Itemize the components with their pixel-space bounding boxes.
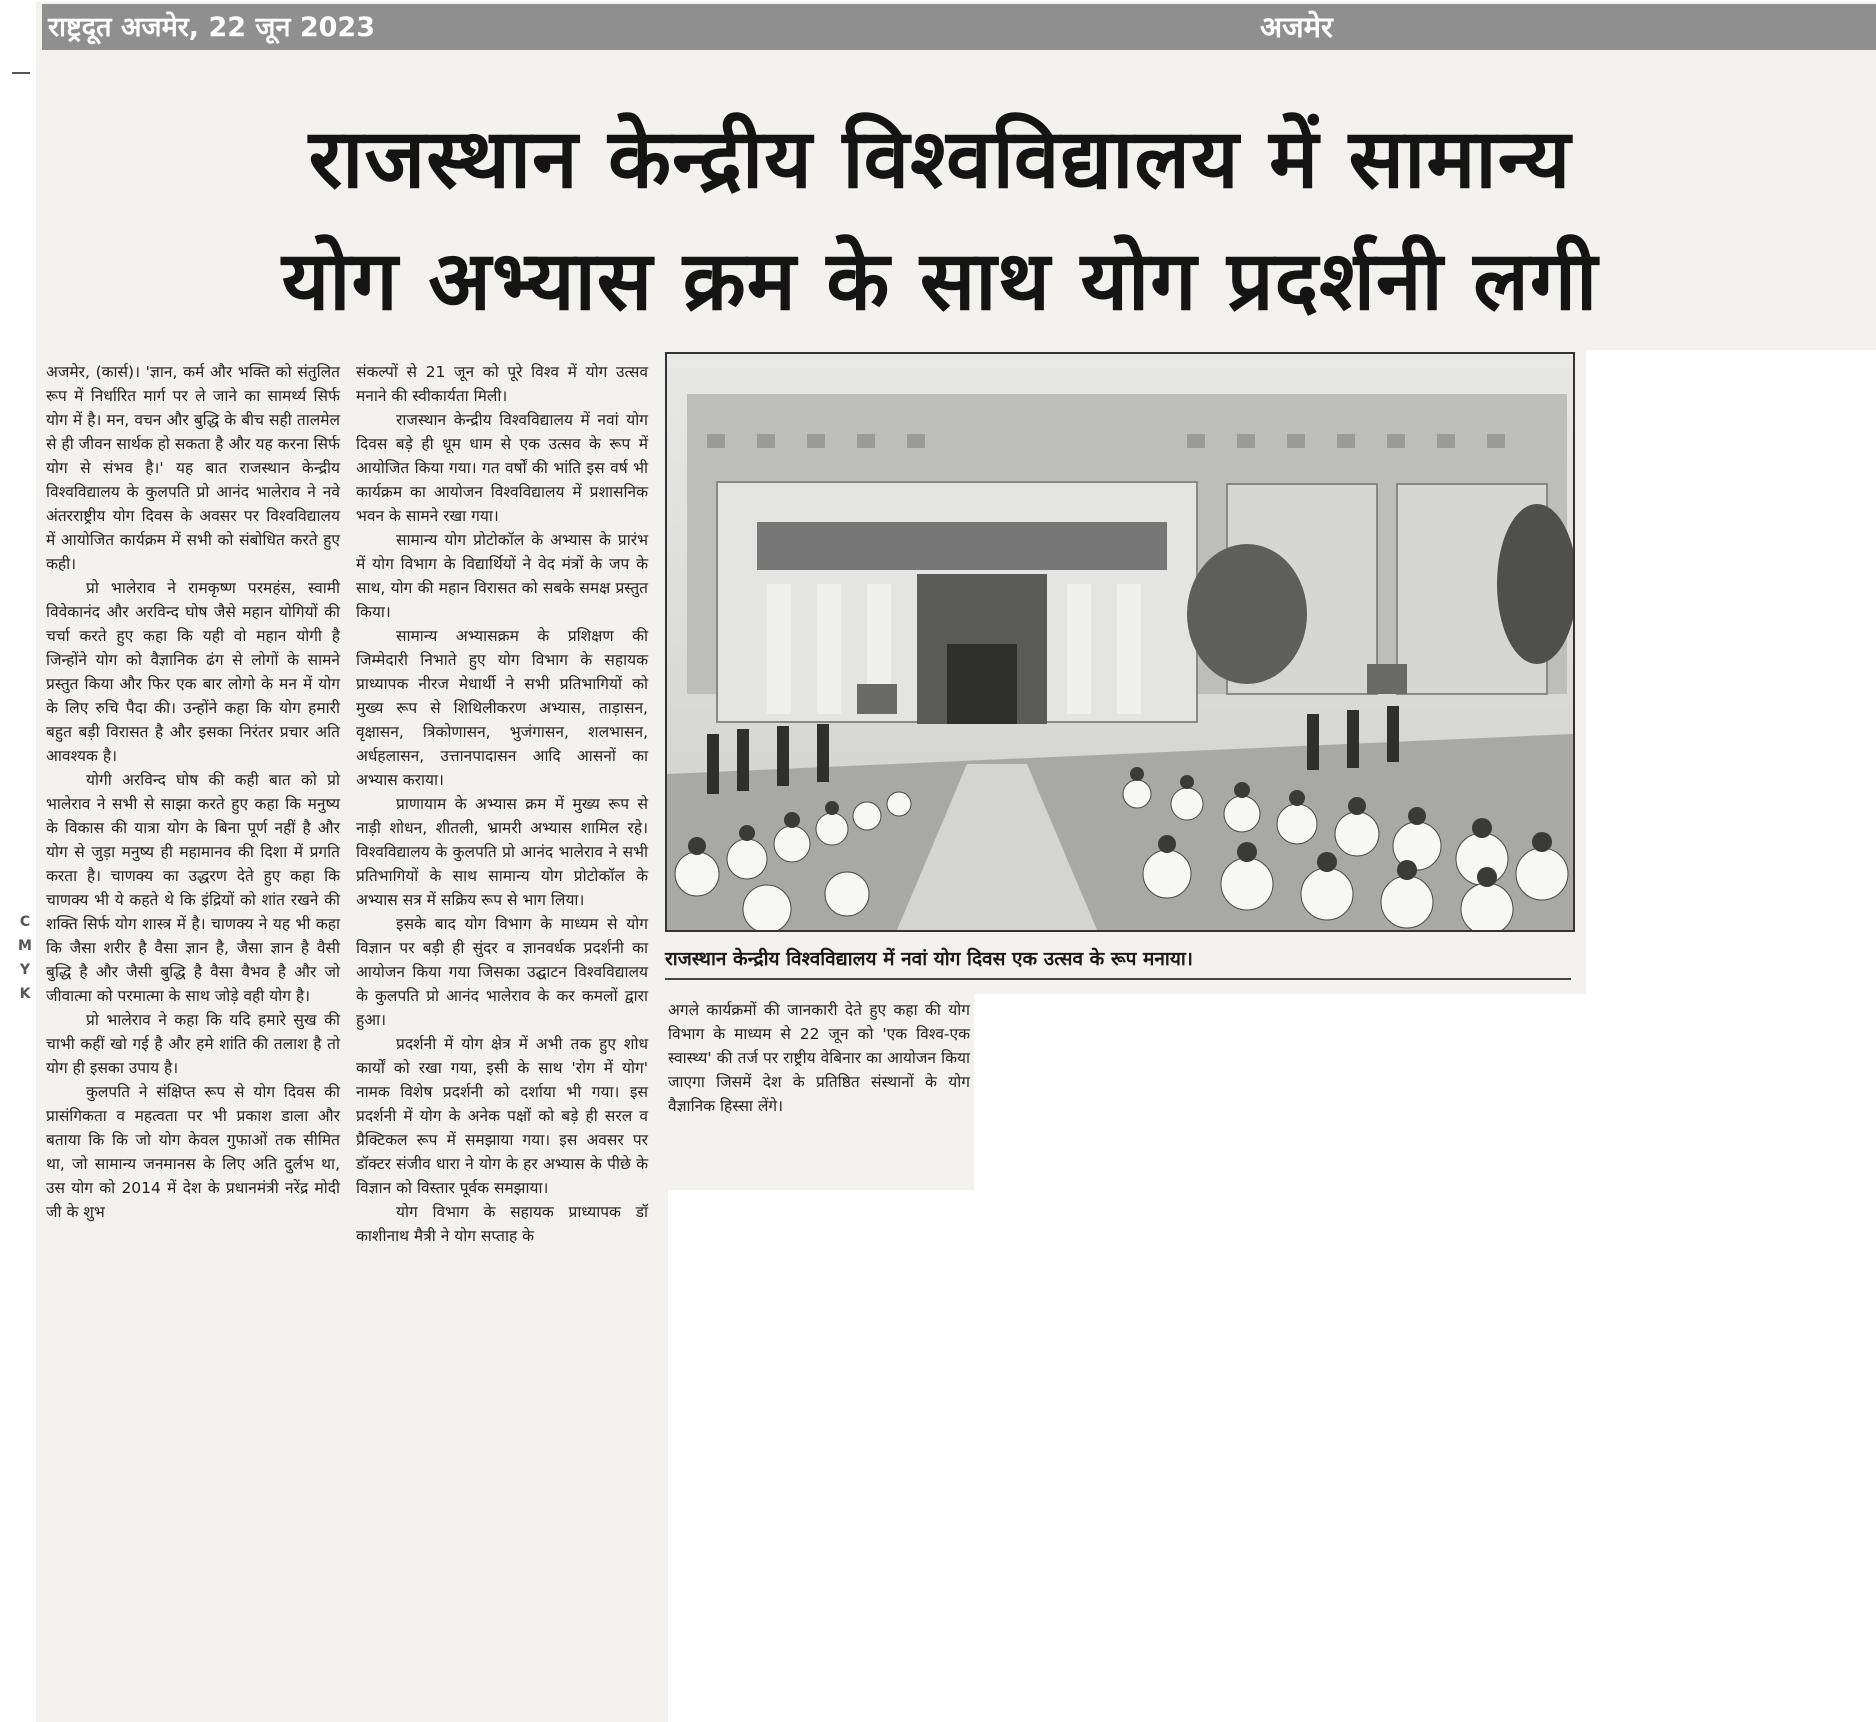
dateline: राष्ट्रदूत अजमेर, 22 जून 2023 [48,12,375,43]
crop-mark [12,72,30,74]
cmyk-y: Y [19,962,31,978]
caption-rule [665,978,1571,980]
col2-paragraph-7: प्रदर्शनी में योग क्षेत्र में अभी तक हुए शोध कार्यों को रखा गया, इसी के साथ 'रोग में योग' नामक विशेष प्रदर्शनी को दर्शाया भी गया। इस प्रदर्शनी में योग के अनेक पक्षों को बड़े ही सरल व प्रैक्टिकल रूप में समझाया गया। इस अवसर पर डॉक्टर संजीव धारा ने योग के हर अभ्यास के पीछे के विज्ञान को विस्तार पूर्वक समझाया। [356,1035,648,1197]
event-photo-illustration [667,354,1573,930]
col2-paragraph-5: प्राणायाम के अभ्यास क्रम में मुख्य रूप से नाड़ी शोधन, शीतली, भ्रामरी अभ्यास शामिल रहे। विश्वविद्यालय के कुलपति प्रो आनंद भालेराव ने सभी प्रतिभागियों के साथ सामान्य योग प्रोटोकॉल के अभ्यास सत्र में सक्रिय रूप से भाग लिया। [356,795,648,909]
article-column-1 [46,360,340,1224]
col2-paragraph-3: सामान्य योग प्रोटोकॉल के अभ्यास के प्रारंभ में योग विभाग के विद्यार्थियों ने वेद मंत्रों के जप के साथ, योग की महान विरासत को सबके समक्ष प्रस्तुत किया। [356,531,648,621]
col1-paragraph-3: योगी अरविन्द घोष की कही बात को प्रो भालेराव ने सभी से साझा करते हुए कहा कि मनुष्य के विकास की यात्रा योग के बिना पूर्ण नहीं है और योग से जुड़ा मनुष्य ही महामानव की दिशा में प्रगति करता है। चाणक्य का उद्धरण देते हुए कहा कि चाणक्य भी ये कहते थे कि इंद्रियों को शांत रखने की शक्ति सिर्फ योग शास्त्र में है। चाणक्य ने यह भी कहा कि जैसा शरीर है वैसा ज्ञान है, जैसा ज्ञान है वैसी बुद्धि है और जैसी बुद्धि है वैसा वैभव है और जो जीवात्मा को परमात्मा के साथ जोड़े वही योग है। [46,771,340,1005]
col2-paragraph-6: इसके बाद योग विभाग के माध्यम से योग विज्ञान पर बड़ी ही सुंदर व ज्ञानवर्धक प्रदर्शनी का आयोजन किया गया जिसका उद्घाटन विश्वविद्यालय के कुलपति प्रो आनंद भालेराव के कर कमलों द्वारा हुआ। [356,915,648,1029]
cmyk-m: M [18,938,32,954]
col1-paragraph-4: प्रो भालेराव ने कहा कि यदि हमारे सुख की चाभी कहीं खो गई है और हमे शांति की तलाश है तो योग ही इसका उपाय है। [46,1011,340,1077]
cmyk-k: K [19,986,31,1002]
col2-paragraph-4: सामान्य अभ्यासक्रम के प्रशिक्षण की जिम्मेदारी निभाते हुए योग विभाग के सहायक प्राध्यापक नीरज मेधार्थी ने सभी प्रतिभागियों को मुख्य रूप से शिथिलीकरण अभ्यास, ताड़ासन, वृक्षासन, त्रिकोणासन, भुजंगासन, शलभासन, अर्धहलासन, उत्तानपादासन आदि आसनों का अभ्यास कराया। [356,627,648,789]
photo-caption: राजस्थान केन्द्रीय विश्वविद्यालय में नवां योग दिवस एक उत्सव के रूप मनाया। [665,948,1193,970]
col2-paragraph-8: योग विभाग के सहायक प्राध्यापक डॉ काशीनाथ मैत्री ने योग सप्ताह के [356,1203,648,1245]
section-name: अजमेर [1260,10,1333,44]
headline-line-2: योग अभ्यास क्रम के साथ योग प्रदर्शनी लगी [281,233,1599,329]
masthead-band [42,4,1876,50]
article-column-2 [356,360,648,1248]
col3-paragraph-1: अगले कार्यक्रमों की जानकारी देते हुए कहा की योग विभाग के माध्यम से 22 जून को 'एक विश्व-एक स्वास्थ्य' की तर्ज पर राष्ट्रीय वेबिनार का आयोजन किया जाएगा जिसमें देश के प्रतिष्ठित संस्थानों के योग वैज्ञानिक हिस्सा लेंगे। [668,1001,970,1115]
col1-paragraph-1: अजमेर, (कार्स)। 'ज्ञान, कर्म और भक्ति को संतुलित रूप में निर्धारित मार्ग पर ले जाने का सामर्थ्य सिर्फ योग में है। मन, वचन और बुद्धि के बीच सही तालमेल से ही जीवन सार्थक हो सकता है और यह करना सिर्फ योग से संभव है।' यह बात राजस्थान केन्द्रीय विश्वविद्यालय के कुलपति प्रो आनंद भालेराव ने नवे अंतरराष्ट्रीय योग दिवस के अवसर पर विश्वविद्यालय में आयोजित कार्यक्रम में सभी को संबोधित करते हुए कही। [46,363,340,573]
col2-paragraph-1: संकल्पों से 21 जून को पूरे विश्व में योग उत्सव मनाने की स्वीकार्यता मिली। [356,363,648,405]
headline-line-1: राजस्थान केन्द्रीय विश्वविद्यालय में सामान्य [308,111,1572,207]
col2-paragraph-2: राजस्थान केन्द्रीय विश्वविद्यालय में नवां योग दिवस बड़े ही धूम धाम से एक उत्सव के रूप में आयोजित किया गया। गत वर्षों की भांति इस वर्ष भी कार्यक्रम का आयोजन विश्वविद्यालय में प्रशासनिक भवन के सामने रखा गया। [356,411,648,525]
col1-paragraph-5: कुलपति ने संक्षिप्त रूप से योग दिवस की प्रासंगिकता व महत्वता पर भी प्रकाश डाला और बताया कि कि जो योग केवल गुफाओं तक सीमित था, जो सामान्य जनमानस के लिए अति दुर्लभ था, उस योग को 2014 में देश के प्रधानमंत्री नरेंद्र मोदी जी के शुभ [46,1083,340,1221]
cmyk-c: C [19,914,31,930]
article-column-3 [668,998,970,1118]
col1-paragraph-2: प्रो भालेराव ने रामकृष्ण परमहंस, स्वामी विवेकानंद और अरविन्द घोष जैसे महान योगियों की चर्चा करते हुए कहा कि यही वो महान योगी है जिन्होंने योग को वैज्ञानिक ढंग से लोगों के सामने प्रस्तुत किया और फिर एक बार लोगो के मन में योग के लिए रुचि पैदा की। उन्होंने कहा कि योग हमारी बहुत बड़ी विरासत है और इसका निरंतर प्रचार अति आवश्यक है। [46,579,340,765]
cmyk-marks [18,910,32,1006]
event-photo [665,352,1575,932]
